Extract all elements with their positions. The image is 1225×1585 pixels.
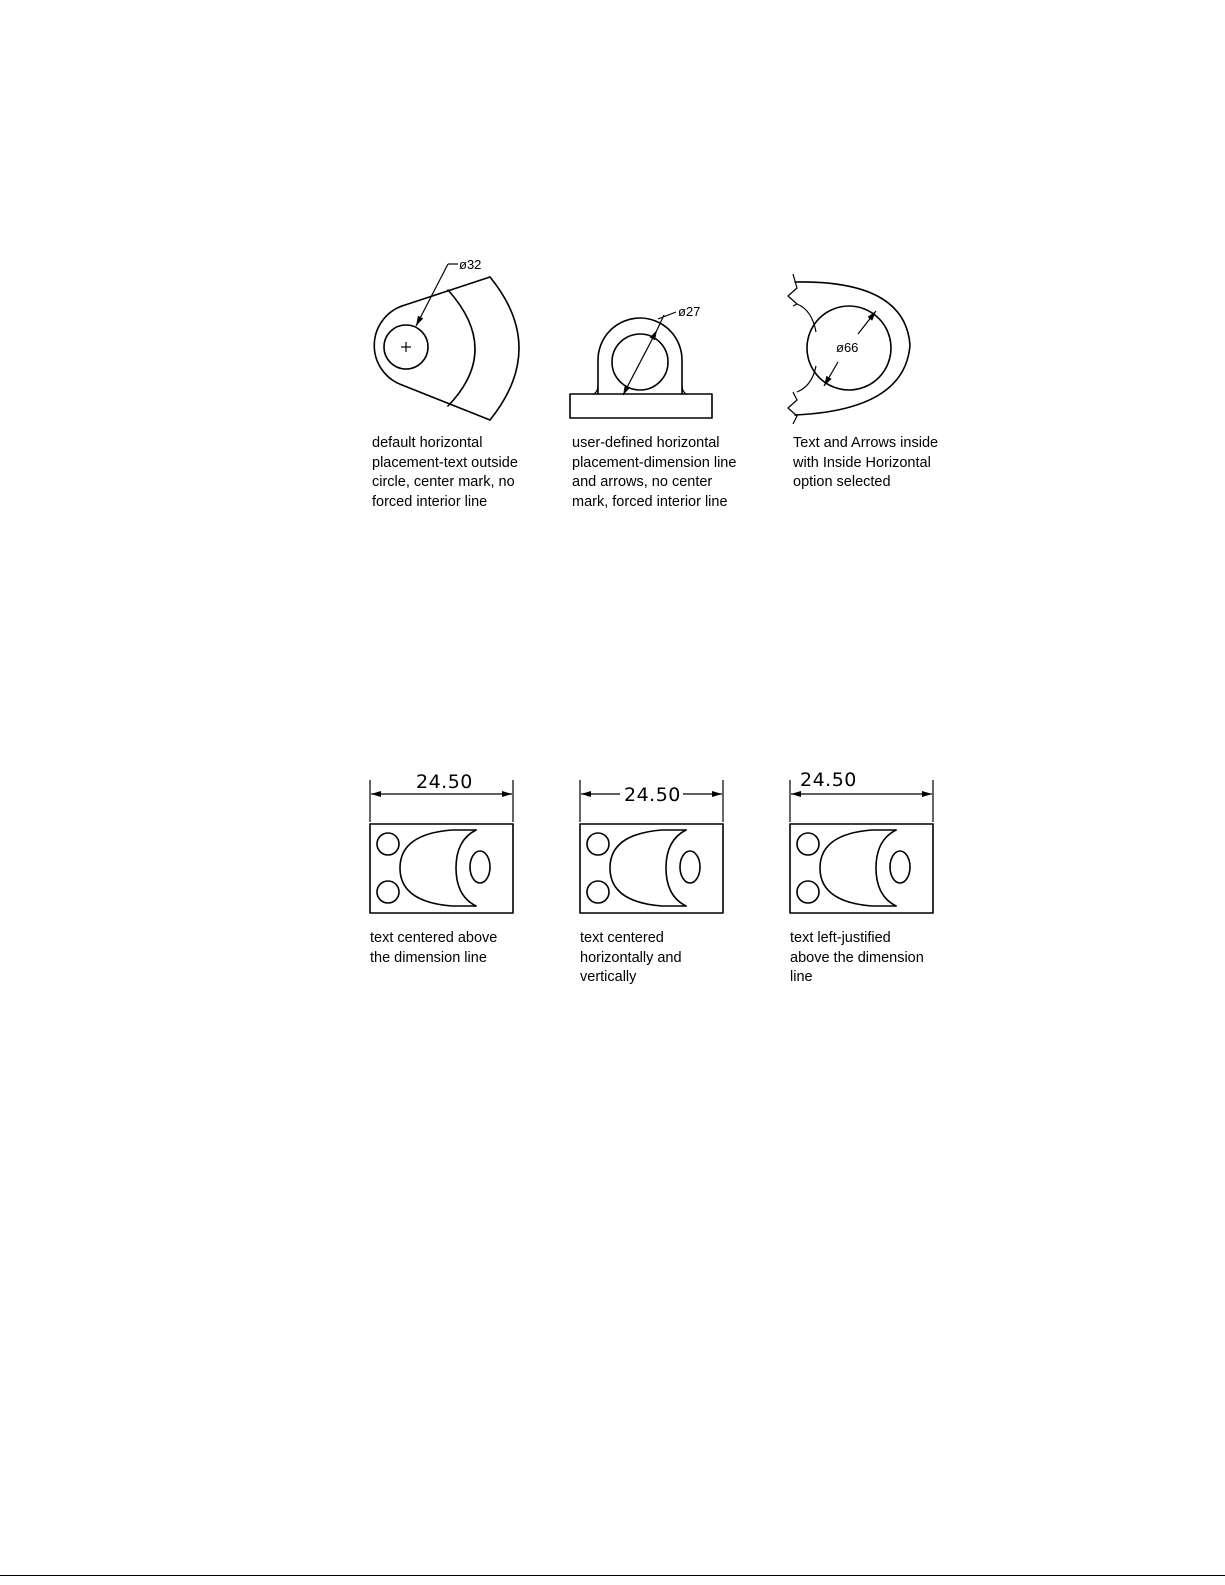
fig2-dimension-line — [623, 330, 657, 395]
fig2-bracket-drawing — [570, 304, 712, 418]
part2-caption: text centered horizontally and vertically — [580, 930, 682, 985]
fig3-housing-drawing — [788, 274, 910, 424]
fig1-leader-arrow — [416, 264, 448, 326]
part2-dim-text: 24.50 — [624, 784, 681, 806]
fig1-cam-drawing — [374, 257, 519, 420]
fig2-caption: user-defined horizontal placement-dimension line and arrows, no center mark, forced interior line — [572, 435, 737, 510]
fig3-dim-text: ø66 — [836, 340, 859, 355]
fig3-caption: Text and Arrows inside with Inside Horizontal option selected — [793, 435, 939, 490]
fig3-arrow-lower — [824, 362, 838, 386]
part3-dim-text: 24.50 — [800, 769, 857, 791]
part3-caption: text left-justified above the dimension line — [790, 930, 924, 985]
fig3-arrow-upper — [858, 311, 876, 334]
part1-dim-text: 24.50 — [416, 771, 473, 793]
part2-drawing — [580, 780, 723, 913]
fig2-dim-text: ø27 — [678, 304, 701, 319]
part1-caption: text centered above the dimension line — [370, 930, 498, 966]
part1-drawing — [370, 771, 513, 913]
page-bottom-rule — [0, 1575, 1225, 1576]
fig1-caption: default horizontal placement-text outside circle, center mark, no forced interior line — [372, 435, 518, 510]
part3-drawing — [790, 769, 933, 913]
fig1-dim-text: ø32 — [459, 257, 482, 272]
